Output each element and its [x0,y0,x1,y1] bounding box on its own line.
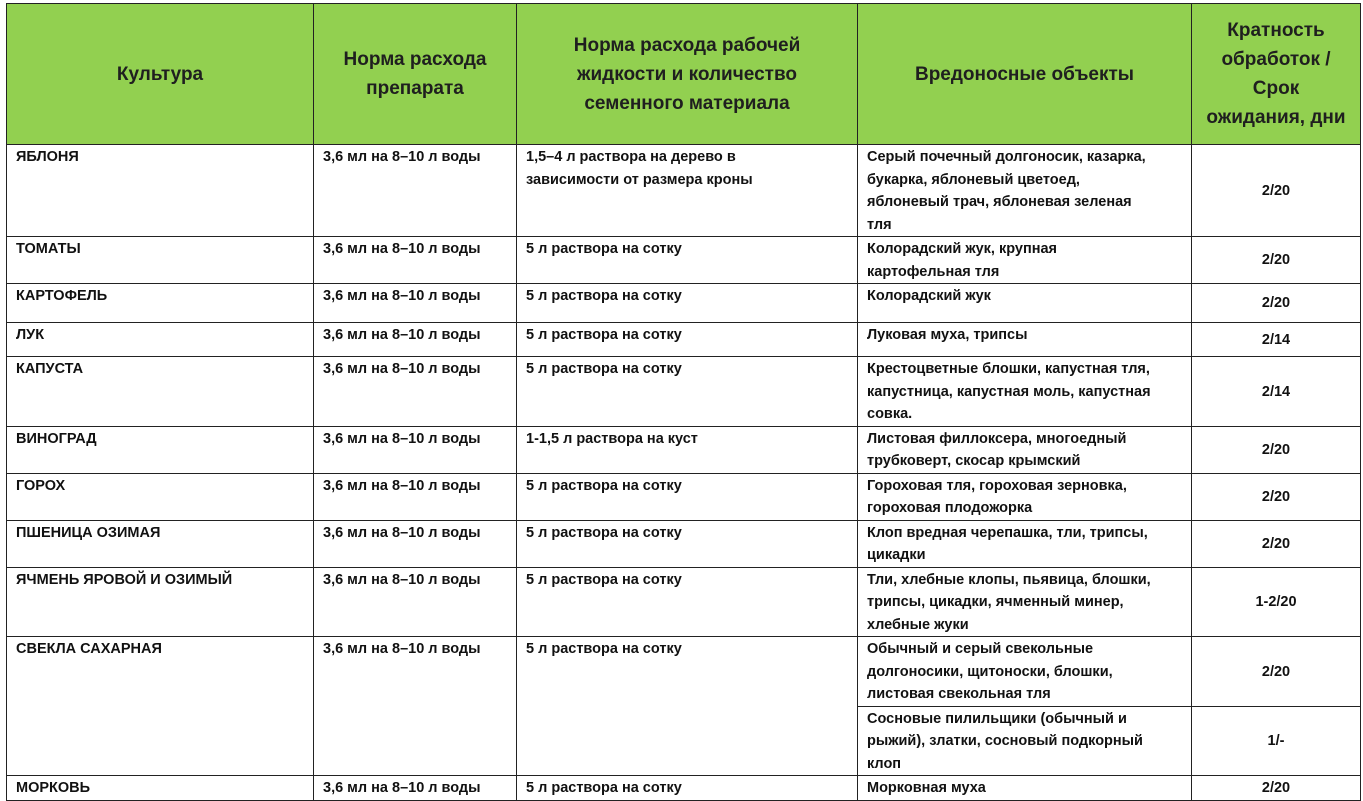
cell-line: Листовая филлоксера, многоедный [867,430,1127,447]
cell-line: Тли, хлебные клопы, пьявица, блошки, [867,571,1151,588]
liquid-cell [517,237,858,284]
crop-cell: СВЕКЛА САХАРНАЯ [7,637,314,776]
dose-cell: 3,6 мл на 8–10 л воды [314,145,517,237]
liquid-cell [517,357,858,427]
dose-cell: 3,6 мл на 8–10 л воды [314,426,517,473]
dose-cell: 3,6 мл на 8–10 л воды [314,284,517,323]
cell-line: Обычный и серый свекольные [867,641,1094,657]
pests-cell [858,426,1192,473]
rate-cell: 2/20 [1192,145,1361,237]
cell-line: 5 л раствора на сотку [526,780,682,796]
rate-cell: 2/14 [1192,323,1361,357]
liquid-cell [517,323,858,357]
pests-cell [858,567,1192,637]
cell-line: картофельная тля [867,263,1000,280]
cell-line: капустница, капустная моль, капустная [867,383,1151,400]
cell-line: Сосновые пилильщики (обычный и [867,710,1127,727]
table-row [7,237,1361,284]
pests-cell [858,357,1192,427]
cell-line: 5 л раствора на сотку [526,241,682,257]
cell-line: совка. [867,406,913,422]
liquid-cell [517,637,858,776]
cell-line: трубковерт, скосар крымский [867,453,1081,469]
rate-cell: 1-2/20 [1192,567,1361,637]
cell-line: Крестоцветные блошки, капустная тля, [867,361,1150,377]
cell-line: Серый почечный долгоносик, казарка, [867,149,1146,165]
cell-line: яблоневый трач, яблоневая зеленая [867,194,1132,210]
cell-line: тля [867,216,892,233]
cell-line: 5 л раствора на сотку [526,361,682,377]
liquid-cell [517,426,858,473]
liquid-cell [517,284,858,323]
cell-line: листовая свекольная тля [867,686,1051,702]
table-row [7,473,1361,520]
pests-cell [858,145,1192,237]
pests-cell [858,473,1192,520]
table-row [7,284,1361,323]
pests-cell [858,706,1192,776]
pests-cell [858,284,1192,323]
cell-line: 5 л раствора на сотку [526,571,682,588]
cell-line: трипсы, цикадки, ячменный минер, [867,594,1124,610]
liquid-cell [517,520,858,567]
rate-cell: 2/20 [1192,473,1361,520]
header-liquid: Норма расхода рабочей жидкости и количество семенного материала [517,4,858,145]
cell-line: Морковная муха [867,780,986,796]
crop-cell: ВИНОГРАД [7,426,314,473]
cell-line: 5 л раствора на сотку [526,327,682,343]
dose-cell: 3,6 мл на 8–10 л воды [314,637,517,776]
header-row [7,4,1361,145]
cell-line: 5 л раствора на сотку [526,288,682,304]
crop-cell: ЯБЛОНЯ [7,145,314,237]
crop-cell: ЯЧМЕНЬ ЯРОВОЙ И ОЗИМЫЙ [7,567,314,637]
liquid-cell [517,473,858,520]
header-rate: Кратность обработок / Срок ожидания, дни [1192,4,1361,145]
pests-cell [858,776,1192,801]
header-crop: Культура [7,4,314,145]
pests-cell [858,323,1192,357]
table-row [7,426,1361,473]
liquid-cell [517,776,858,801]
rate-cell: 2/20 [1192,520,1361,567]
dose-cell: 3,6 мл на 8–10 л воды [314,473,517,520]
cell-line: букарка, яблоневый цветоед, [867,171,1080,188]
pests-cell [858,637,1192,707]
cell-line: 5 л раствора на сотку [526,477,682,494]
header-dose: Норма расхода препарата [314,4,517,145]
rate-cell: 1/- [1192,706,1361,776]
table-row [7,637,1361,707]
cell-line: Колорадский жук [867,288,991,304]
crop-cell: КАРТОФЕЛЬ [7,284,314,323]
cell-line: зависимости от размера кроны [526,171,753,188]
table-row [7,323,1361,357]
cell-line: Луковая муха, трипсы [867,327,1028,343]
pesticide-table [6,3,1361,801]
rate-cell: 2/20 [1192,284,1361,323]
header-pests: Вредоносные объекты [858,4,1192,145]
liquid-cell [517,145,858,237]
table-body [7,145,1361,801]
crop-cell: ПШЕНИЦА ОЗИМАЯ [7,520,314,567]
crop-cell: МОРКОВЬ [7,776,314,801]
cell-line: Колорадский жук, крупная [867,241,1058,257]
cell-line: рыжий), златки, сосновый подкорный [867,733,1143,749]
liquid-cell [517,567,858,637]
cell-line: Клоп вредная черепашка, тли, трипсы, [867,524,1148,541]
table-row [7,145,1361,237]
cell-line: 1,5–4 л раствора на дерево в [526,149,736,165]
crop-cell: КАПУСТА [7,357,314,427]
crop-cell: ГОРОХ [7,473,314,520]
rate-cell: 2/20 [1192,426,1361,473]
dose-cell: 3,6 мл на 8–10 л воды [314,567,517,637]
rate-cell: 2/20 [1192,637,1361,707]
cell-line: цикадки [867,547,926,563]
dose-cell: 3,6 мл на 8–10 л воды [314,776,517,801]
rate-cell: 2/20 [1192,237,1361,284]
cell-line: клоп [867,755,902,772]
cell-line: 5 л раствора на сотку [526,641,682,657]
dose-cell: 3,6 мл на 8–10 л воды [314,237,517,284]
cell-line: 1-1,5 л раствора на куст [526,430,698,447]
dose-cell: 3,6 мл на 8–10 л воды [314,323,517,357]
dose-cell: 3,6 мл на 8–10 л воды [314,357,517,427]
crop-cell: ТОМАТЫ [7,237,314,284]
cell-line: Гороховая тля, гороховая зерновка, [867,477,1127,494]
pests-cell [858,520,1192,567]
cell-line: гороховая плодожорка [867,500,1033,516]
rate-cell: 2/20 [1192,776,1361,801]
table-row [7,776,1361,801]
cell-line: хлебные жуки [867,616,969,633]
table-row [7,357,1361,427]
pests-cell [858,237,1192,284]
table-row [7,520,1361,567]
cell-line: долгоносики, щитоноски, блошки, [867,663,1113,680]
rate-cell: 2/14 [1192,357,1361,427]
crop-cell: ЛУК [7,323,314,357]
table-row [7,567,1361,637]
cell-line: 5 л раствора на сотку [526,524,682,541]
dose-cell: 3,6 мл на 8–10 л воды [314,520,517,567]
